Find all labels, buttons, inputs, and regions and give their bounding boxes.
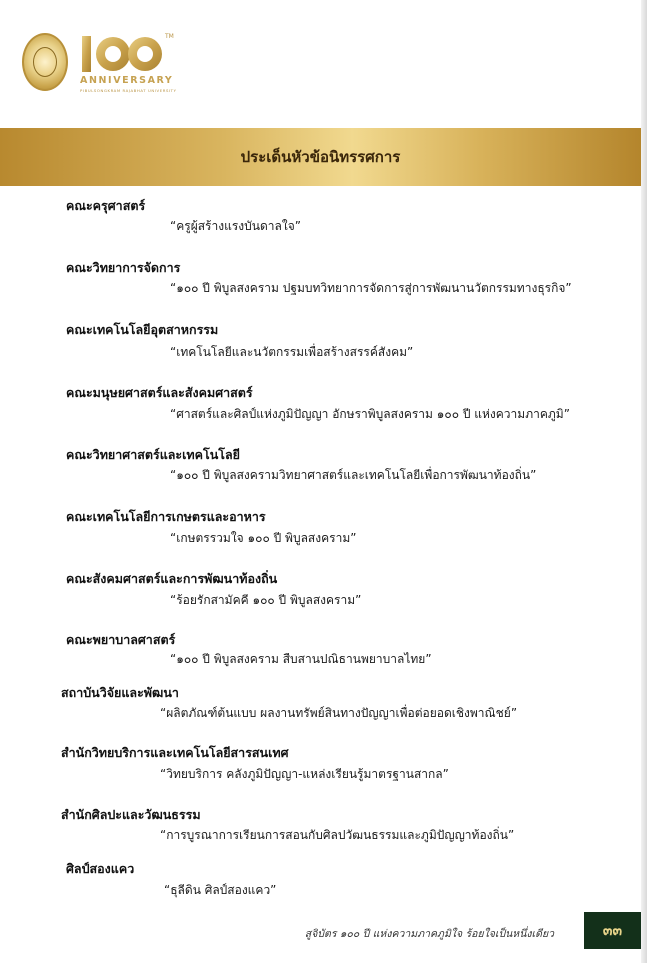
entry-title: คณะพยาบาลศาสตร์	[66, 632, 176, 647]
entry-title: สำนักวิทยบริการและเทคโนโลยีสารสนเทศ	[61, 745, 289, 760]
entry-title: คณะวิทยาการจัดการ	[66, 260, 181, 275]
entry-quote: “เกษตรรวมใจ ๑๐๐ ปี พิบูลสงคราม”	[170, 531, 357, 545]
logo-digit-zero-2	[128, 37, 162, 71]
entry-quote: “๑๐๐ ปี พิบูลสงคราม สืบสานปณิธานพยาบาลไทย”	[170, 652, 432, 666]
entry-title: คณะเทคโนโลยีอุตสาหกรรม	[66, 322, 219, 337]
logo-tm: TM	[165, 33, 174, 40]
banner-title: ประเด็นหัวข้อนิทรรศการ	[240, 148, 401, 166]
entry-title: คณะมนุษยศาสตร์และสังคมศาสตร์	[66, 385, 253, 400]
logo-100-graphic	[76, 30, 186, 80]
entry-title: คณะวิทยาศาสตร์และเทคโนโลยี	[66, 447, 240, 462]
footer-motto: สูจิบัตร ๑๐๐ ปี แห่งความภาคภูมิใจ ร้อยใจเป็นหนึ่งเดียว	[304, 928, 554, 940]
entry-title: สถาบันวิจัยและพัฒนา	[61, 685, 179, 700]
university-seal-logo	[22, 33, 68, 91]
entry-quote: “ธุลีดิน ศิลป์สองแคว”	[164, 883, 277, 897]
university-name-label: PIBULSONGKRAM RAJABHAT UNIVERSITY	[80, 88, 177, 93]
entry-quote: “วิทยบริการ คลังภูมิปัญญา-แหล่งเรียนรู้มาตรฐานสากล”	[160, 767, 449, 781]
entry-quote: “ครูผู้สร้างแรงบันดาลใจ”	[170, 219, 301, 233]
entry-title: คณะครุศาสตร์	[66, 198, 146, 213]
entry-quote: “ศาสตร์และศิลป์แห่งภูมิปัญญา อักษราพิบูลสงคราม ๑๐๐ ปี แห่งความภาคภูมิ”	[170, 407, 570, 421]
entry-quote: “ร้อยรักสามัคคี ๑๐๐ ปี พิบูลสงคราม”	[170, 593, 362, 607]
logo-digit-zero-1	[96, 37, 130, 71]
entry-title: สำนักศิลปะและวัฒนธรรม	[61, 807, 201, 822]
anniversary-label: ANNIVERSARY	[80, 75, 174, 86]
entry-quote: “เทคโนโลยีและนวัตกรรมเพื่อสร้างสรรค์สังคม”	[170, 345, 414, 359]
entry-quote: “๑๐๐ ปี พิบูลสงคราม ปฐมบทวิทยาการจัดการสู่การพัฒนานวัตกรรมทางธุรกิจ”	[170, 281, 572, 295]
entry-quote: “ผลิตภัณฑ์ต้นแบบ ผลงานทรัพย์สินทางปัญญาเพื่อต่อยอดเชิงพาณิชย์”	[160, 706, 518, 720]
page-number-badge: ๓๓	[584, 912, 641, 949]
entry-quote: “๑๐๐ ปี พิบูลสงครามวิทยาศาสตร์และเทคโนโลยีเพื่อการพัฒนาท้องถิ่น”	[170, 468, 537, 482]
entry-quote: “การบูรณาการเรียนการสอนกับศิลปวัฒนธรรมและภูมิปัญญาท้องถิ่น”	[160, 828, 515, 842]
title-banner	[0, 128, 641, 186]
entry-title: ศิลป์สองแคว	[66, 861, 135, 876]
entry-title: คณะเทคโนโลยีการเกษตรและอาหาร	[66, 509, 266, 524]
seal-emblem-icon	[33, 47, 57, 77]
logo-digit-one	[82, 36, 91, 72]
entry-title: คณะสังคมศาสตร์และการพัฒนาท้องถิ่น	[66, 571, 278, 586]
